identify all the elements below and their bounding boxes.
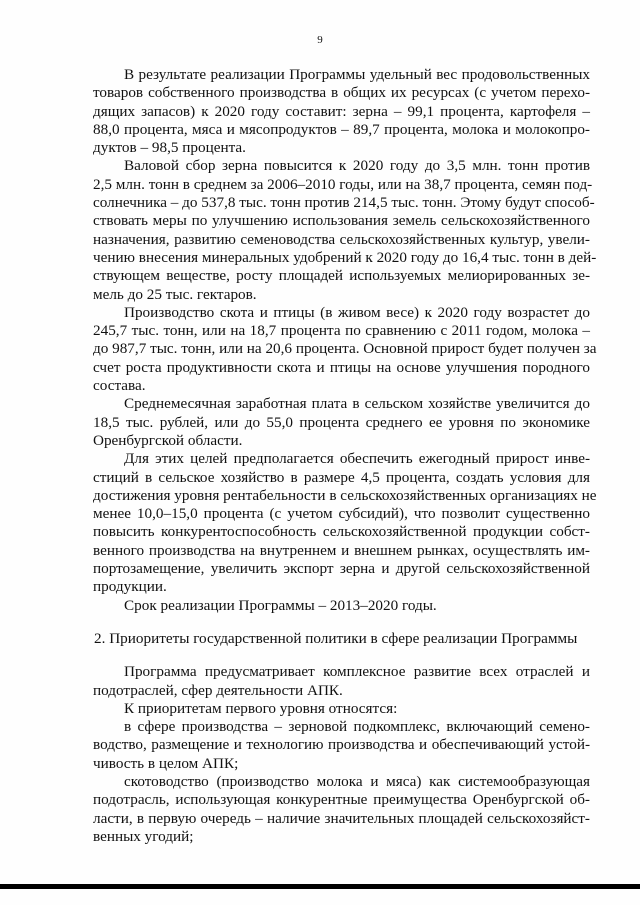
- text-line: Оренбургской области.: [93, 431, 243, 449]
- paragraph-wages: [93, 395, 590, 450]
- paragraph-priorities-intro: [93, 700, 590, 718]
- paragraph-program-scope: [93, 663, 590, 700]
- text-line: повысить конкурентоспособность сельскохозяйственной продукции собст-: [93, 523, 590, 541]
- paragraph-term: [93, 597, 590, 615]
- text-line: дящих запасов) к 2020 году составит: зерна – 99,1 процента, картофеля –: [93, 102, 590, 120]
- text-line: Среднемесячная заработная плата в сельском хозяйстве увеличится до: [124, 395, 590, 413]
- paragraph-grain-subcomplex: [93, 718, 590, 773]
- text-line: Для этих целей предполагается обеспечить ежегодный прирост инве-: [124, 450, 590, 468]
- scan-edge-bar: [0, 884, 640, 889]
- text-line: венных угодий;: [93, 827, 194, 845]
- text-line: солнечника – до 537,8 тыс. тонн против 214,5 тыс. тонн. Этому будут способ-: [93, 194, 595, 212]
- text-line: назначения, развитию семеноводства сельскохозяйственных культур, увели-: [93, 230, 590, 248]
- spacer: [93, 615, 590, 630]
- text-line: дуктов – 98,5 процента.: [93, 139, 246, 157]
- text-line: 2,5 млн. тонн в среднем за 2006–2010 годы, или на 38,7 процента, семян под-: [93, 175, 593, 193]
- text-line: Срок реализации Программы – 2013–2020 годы.: [124, 596, 437, 614]
- text-line: подотрасль, использующая конкурентные преимущества Оренбургской об-: [93, 791, 590, 809]
- text-line: ствовать меры по улучшению использования земель сельскохозяйственного: [93, 212, 590, 230]
- document-body: [93, 66, 597, 846]
- text-line: венного производства на внутреннем и внешнем рынках, осуществлять им-: [93, 541, 590, 559]
- text-line: чивость в целом АПК;: [93, 754, 239, 772]
- text-line: достижения уровня рентабельности в сельскохозяйственных организациях не: [93, 486, 597, 504]
- text-line: продукции.: [93, 578, 167, 596]
- text-line: товаров собственного производства в общих их ресурсах (с учетом перехо-: [93, 84, 590, 102]
- paragraph-cattle-breeding: [93, 773, 590, 846]
- text-line: 245,7 тыс. тонн, или на 18,7 процента по сравнению с 2011 годом, молока –: [93, 322, 590, 340]
- paragraph-investment: [93, 450, 597, 596]
- text-line: ласти, в первую очередь – наличие значительных площадей сельскохозяйст-: [93, 809, 590, 827]
- paragraph-grain-harvest: [93, 157, 597, 303]
- text-line: чению внесения минеральных удобрений к 2020 году до 16,4 тыс. тонн в дей-: [93, 248, 597, 266]
- text-line: счет роста продуктивности скота и птицы на основе улучшения породного: [93, 358, 590, 376]
- text-line: водство, размещение и технологию производства и обеспечивающий устой-: [93, 736, 590, 754]
- text-line: К приоритетам первого уровня относятся:: [124, 699, 398, 717]
- text-line: 18,5 тыс. рублей, или до 55,0 процента среднего ее уровня по экономике: [93, 413, 590, 431]
- text-line: до 987,7 тыс. тонн, или на 20,6 процента. Основной прирост будет получен за: [93, 340, 597, 358]
- paragraph-livestock: [93, 303, 597, 395]
- page-number: 9: [317, 34, 323, 46]
- text-line: Производство скота и птицы (в живом весе) к 2020 году возрастет до: [124, 303, 590, 321]
- text-line: подотраслей, сфер деятельности АПК.: [93, 681, 343, 699]
- text-line: Программа предусматривает комплексное развитие всех отраслей и: [124, 663, 590, 681]
- text-line: 88,0 процента, мяса и мясопродуктов – 89,7 процента, молока и молокопро-: [93, 120, 590, 138]
- section-heading: 2. Приоритеты государственной политики в сфере реализации Программы: [94, 629, 578, 647]
- text-line: состава.: [93, 377, 146, 395]
- text-line: стиций в сельское хозяйство в размере 4,5 процента, создать условия для: [93, 468, 590, 486]
- text-line: мель до 25 тыс. гектаров.: [93, 285, 257, 303]
- text-line: Валовой сбор зерна повысится к 2020 году до 3,5 млн. тонн против: [124, 157, 590, 175]
- text-line: менее 10,0–15,0 процента (с учетом субсидий), что позволит существенно: [93, 505, 590, 523]
- paragraph-product-share: [93, 66, 590, 157]
- text-line: В результате реализации Программы удельный вес продовольственных: [124, 66, 590, 83]
- text-line: скотоводство (производство молока и мяса) как системообразующая: [124, 772, 590, 790]
- text-line: портозамещение, увеличить экспорт зерна и другой сельскохозяйственной: [93, 560, 590, 578]
- text-line: в сфере производства – зерновой подкомплекс, включающий семено-: [124, 718, 590, 736]
- text-line: ствующем веществе, росту площадей используемых мелиорированных зе-: [93, 267, 590, 285]
- spacer: [93, 648, 590, 663]
